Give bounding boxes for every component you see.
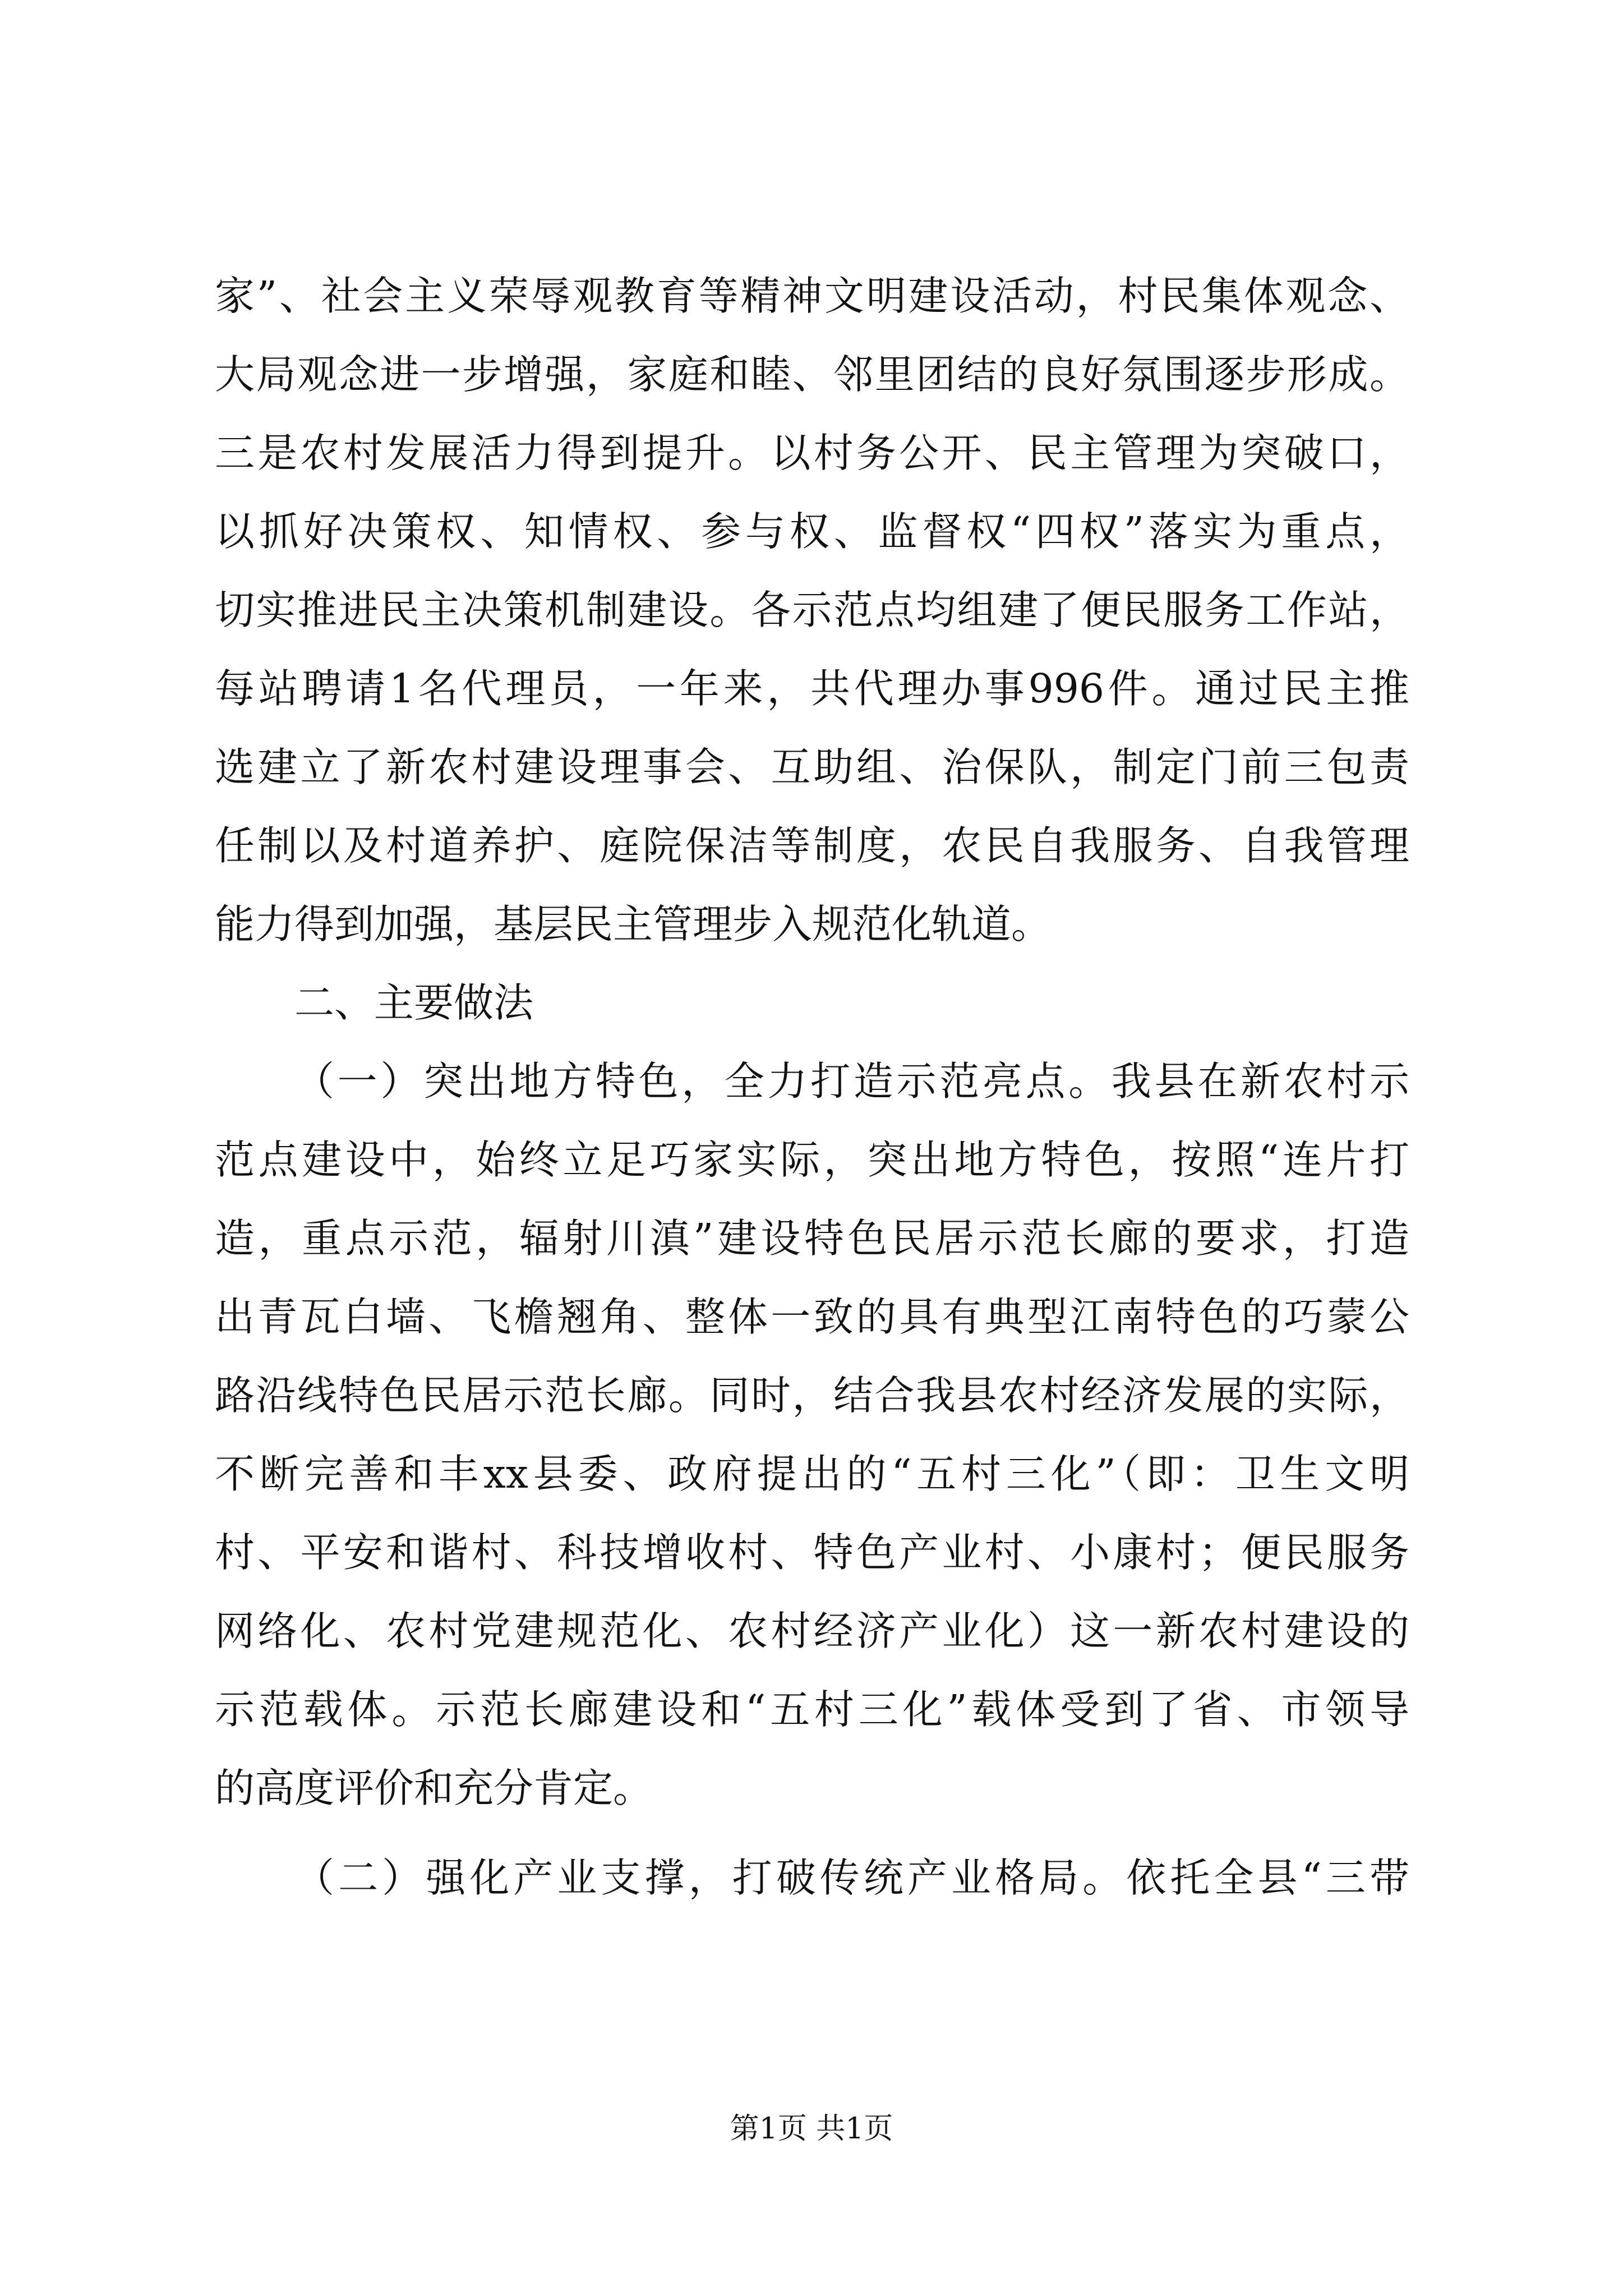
section-heading: 二、主要做法 bbox=[294, 979, 534, 1026]
paragraph-gap bbox=[215, 1828, 1409, 1839]
page-number-footer: 第1页 共1页 bbox=[730, 2112, 893, 2146]
text-line: 造，重点示范，辐射川滇”建设特色民居示范长廊的要求，打造 bbox=[215, 1215, 1409, 1262]
text-line: 能力得到加强，基层民主管理步入规范化轨道。 bbox=[215, 901, 1052, 947]
text-line: 范点建设中，始终立足巧家实际，突出地方特色，按照“连片打 bbox=[215, 1137, 1409, 1183]
text-line: 家”、社会主义荣辱观教育等精神文明建设活动，村民集体观念、 bbox=[215, 273, 1409, 319]
text-line: （一）突出地方特色，全力打造示范亮点。我县在新农村示 bbox=[294, 1058, 1409, 1105]
text-line: 出青瓦白墙、飞檐翘角、整体一致的具有典型江南特色的巧蒙公 bbox=[215, 1294, 1409, 1340]
text-line: 网络化、农村党建规范化、农村经济产业化）这一新农村建设的 bbox=[215, 1608, 1409, 1654]
text-line: 路沿线特色民居示范长廊。同时，结合我县农村经济发展的实际， bbox=[215, 1372, 1409, 1419]
text-line: 三是农村发展活力得到提升。以村务公开、民主管理为突破口， bbox=[215, 430, 1409, 476]
text-line: （二）强化产业支撑，打破传统产业格局。依托全县“三带 bbox=[294, 1855, 1409, 1901]
text-line: 每站聘请1名代理员，一年来，共代理办事996件。通过民主推 bbox=[215, 665, 1409, 712]
text-line: 村、平安和谐村、科技增收村、特色产业村、小康村；便民服务 bbox=[215, 1529, 1409, 1576]
text-line: 大局观念进一步增强，家庭和睦、邻里团结的良好氛围逐步形成。 bbox=[215, 351, 1409, 398]
document-body bbox=[215, 257, 1409, 1917]
text-line: 示范载体。示范长廊建设和“五村三化”载体受到了省、市领导 bbox=[215, 1686, 1409, 1733]
text-line: 任制以及村道养护、庭院保洁等制度，农民自我服务、自我管理 bbox=[215, 822, 1409, 869]
text-line: 切实推进民主决策机制建设。各示范点均组建了便民服务工作站， bbox=[215, 587, 1409, 633]
text-line: 不断完善和丰xx县委、政府提出的“五村三化”（即：卫生文明 bbox=[215, 1451, 1409, 1497]
text-line: 选建立了新农村建设理事会、互助组、治保队，制定门前三包责 bbox=[215, 744, 1409, 790]
text-line: 的高度评价和充分肯定。 bbox=[215, 1765, 653, 1811]
text-line: 以抓好决策权、知情权、参与权、监督权“四权”落实为重点， bbox=[215, 508, 1409, 555]
